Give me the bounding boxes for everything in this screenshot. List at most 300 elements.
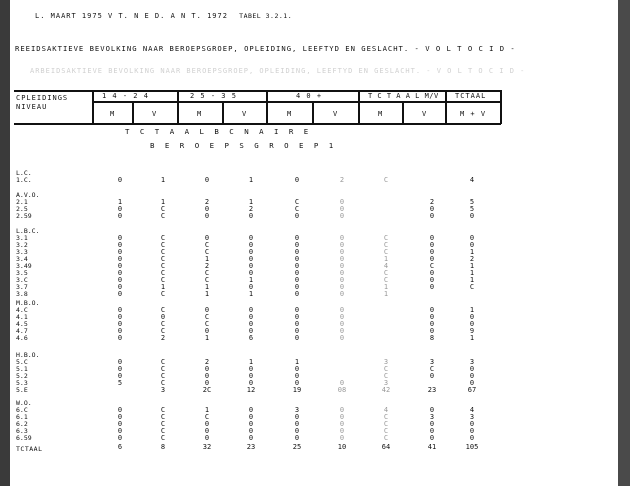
sex-label-5: M bbox=[287, 110, 293, 118]
table-cell: 0 bbox=[248, 306, 254, 314]
table-cell: 3 bbox=[294, 406, 300, 414]
header-divider-1 bbox=[177, 90, 179, 124]
table-cell-stack bbox=[110, 199, 130, 220]
table-cell-stack bbox=[422, 199, 442, 220]
table-cell: 0 bbox=[204, 234, 210, 242]
table-cell: C bbox=[160, 413, 166, 421]
table-cell-stack bbox=[422, 177, 442, 184]
table-cell: 0 bbox=[294, 320, 300, 328]
table-cell: 3 bbox=[383, 358, 389, 366]
sex-label-2: V bbox=[152, 110, 158, 118]
table-cell: 2 bbox=[339, 176, 345, 184]
table-cell: 1 bbox=[248, 198, 254, 206]
table-cell: 0 bbox=[294, 434, 300, 442]
table-cell: 0 bbox=[117, 255, 123, 263]
table-cell: C bbox=[160, 290, 166, 298]
table-cell-stack bbox=[197, 407, 217, 442]
table-cell: 0 bbox=[294, 313, 300, 321]
table-cell: 2 bbox=[469, 255, 475, 263]
table-cell: 0 bbox=[204, 427, 210, 435]
table-cell-stack bbox=[241, 235, 261, 298]
table-cell-stack bbox=[422, 407, 442, 442]
table-cell-stack bbox=[153, 177, 173, 184]
table-cell: 0 bbox=[117, 413, 123, 421]
table-cell-stack bbox=[241, 307, 261, 342]
table-cell: C bbox=[204, 248, 210, 256]
table-cell: 1 bbox=[204, 255, 210, 263]
table-cell: 0 bbox=[204, 327, 210, 335]
header-divider-6 bbox=[132, 101, 134, 123]
table-cell: C bbox=[160, 372, 166, 380]
table-cell-stack bbox=[332, 177, 352, 184]
table-cell-stack bbox=[422, 307, 442, 342]
table-cell-stack bbox=[287, 407, 307, 442]
education-level-line: 4.7 bbox=[16, 327, 28, 335]
table-cell: 0 bbox=[204, 205, 210, 213]
education-level-line: W.O. bbox=[16, 399, 32, 407]
table-cell: 0 bbox=[294, 427, 300, 435]
table-cell: 0 bbox=[248, 379, 254, 387]
education-level-line: 6.1 bbox=[16, 413, 28, 421]
table-cell: 0 bbox=[117, 241, 123, 249]
table-cell-stack bbox=[153, 307, 173, 342]
table-cell-stack bbox=[197, 199, 217, 220]
table-cell: 0 bbox=[429, 205, 435, 213]
table-cell: 0 bbox=[429, 276, 435, 284]
table-cell-stack bbox=[110, 307, 130, 342]
table-cell: C bbox=[383, 427, 389, 435]
table-cell: C bbox=[204, 320, 210, 328]
table-cell: 1 bbox=[160, 176, 166, 184]
table-cell: 0 bbox=[339, 198, 345, 206]
section-band-beroepsgroep: B E R O E P S G R O E P 1 bbox=[150, 141, 337, 150]
totaal-header: TCTAAL bbox=[455, 92, 487, 100]
education-level-line: 6.59 bbox=[16, 434, 32, 442]
table-cell: 1 bbox=[383, 255, 389, 263]
table-cell: 5 bbox=[469, 198, 475, 206]
education-level-line: 4.1 bbox=[16, 313, 28, 321]
table-cell: 0 bbox=[429, 406, 435, 414]
sex-label-4: V bbox=[242, 110, 248, 118]
table-cell: 8 bbox=[429, 334, 435, 342]
education-level-line: 5.3 bbox=[16, 379, 28, 387]
table-cell-stack bbox=[422, 359, 442, 394]
table-cell: 12 bbox=[246, 386, 256, 394]
table-cell-stack bbox=[376, 307, 396, 342]
table-cell-stack bbox=[332, 235, 352, 298]
table-cell: 0 bbox=[117, 205, 123, 213]
table-cell: 3 bbox=[429, 413, 435, 421]
table-cell: 0 bbox=[339, 406, 345, 414]
table-cell-stack bbox=[110, 177, 130, 184]
education-level-line: M.B.O. bbox=[16, 299, 40, 307]
sex-label-7: M bbox=[378, 110, 384, 118]
table-cell: 1 bbox=[204, 334, 210, 342]
education-level-label bbox=[16, 192, 39, 220]
table-cell: 0 bbox=[248, 434, 254, 442]
table-cell: 1 bbox=[160, 198, 166, 206]
header-divider-4 bbox=[445, 90, 447, 124]
total-cell: 41 bbox=[427, 443, 437, 451]
table-cell: 5 bbox=[469, 205, 475, 213]
education-level-label bbox=[16, 170, 32, 184]
table-cell: C bbox=[429, 365, 435, 373]
header-divider-3 bbox=[358, 90, 360, 124]
table-cell: 2 bbox=[204, 198, 210, 206]
table-cell-stack bbox=[376, 407, 396, 442]
table-cell: 0 bbox=[248, 427, 254, 435]
table-cell: 0 bbox=[117, 262, 123, 270]
table-cell: 0 bbox=[339, 262, 345, 270]
table-cell-stack bbox=[153, 407, 173, 442]
table-cell: C bbox=[160, 420, 166, 428]
table-cell: 23 bbox=[427, 386, 437, 394]
education-level-line: L.C. bbox=[16, 169, 32, 177]
table-cell: 0 bbox=[339, 320, 345, 328]
table-cell: 0 bbox=[117, 306, 123, 314]
table-cell: 1 bbox=[383, 283, 389, 291]
table-cell: 4 bbox=[383, 262, 389, 270]
table-cell-stack bbox=[241, 359, 261, 394]
table-cell: 0 bbox=[429, 313, 435, 321]
header-divider-7 bbox=[222, 101, 224, 123]
table-cell: C bbox=[383, 365, 389, 373]
total-cell: 10 bbox=[337, 443, 347, 451]
table-label: TABEL 3.2.1. bbox=[239, 12, 293, 20]
header-rule-mid bbox=[92, 101, 501, 103]
table-cell-stack bbox=[287, 177, 307, 184]
table-cell-stack bbox=[153, 235, 173, 298]
table-cell: 1 bbox=[204, 283, 210, 291]
table-cell: 1 bbox=[469, 269, 475, 277]
document-header bbox=[35, 12, 292, 20]
table-cell: 0 bbox=[248, 406, 254, 414]
table-cell: C bbox=[429, 262, 435, 270]
table-cell: 0 bbox=[294, 420, 300, 428]
table-cell: 1 bbox=[204, 290, 210, 298]
education-level-line: 1.C. bbox=[16, 176, 32, 184]
table-cell: 67 bbox=[467, 386, 477, 394]
table-cell-stack bbox=[110, 359, 130, 394]
education-level-label bbox=[16, 228, 39, 298]
table-cell: 0 bbox=[339, 241, 345, 249]
table-cell: 0 bbox=[248, 420, 254, 428]
scan-right-edge bbox=[618, 0, 630, 486]
table-cell: 2C bbox=[202, 386, 212, 394]
table-cell: 4 bbox=[469, 176, 475, 184]
table-cell: C bbox=[383, 176, 389, 184]
table-cell: 0 bbox=[339, 276, 345, 284]
table-cell: 0 bbox=[248, 255, 254, 263]
table-cell: C bbox=[383, 413, 389, 421]
total-cell: 23 bbox=[246, 443, 256, 451]
table-cell-stack bbox=[241, 177, 261, 184]
table-cell: 2 bbox=[248, 205, 254, 213]
education-level-line: 3.8 bbox=[16, 290, 28, 298]
table-cell: 1 bbox=[469, 276, 475, 284]
table-cell: 3 bbox=[160, 386, 166, 394]
table-cell: 0 bbox=[429, 327, 435, 335]
table-cell: 3 bbox=[469, 358, 475, 366]
table-cell: 0 bbox=[294, 372, 300, 380]
table-cell: 0 bbox=[204, 365, 210, 373]
table-cell: 1 bbox=[469, 306, 475, 314]
table-cell-stack bbox=[287, 307, 307, 342]
sex-label-8: V bbox=[422, 110, 428, 118]
table-cell: 0 bbox=[339, 234, 345, 242]
table-cell: C bbox=[160, 358, 166, 366]
table-cell-stack bbox=[197, 177, 217, 184]
table-cell: C bbox=[160, 306, 166, 314]
col-label-niveau: NIVEAU bbox=[16, 103, 48, 111]
table-cell: 0 bbox=[117, 212, 123, 220]
bleed-through-text: ARBEIDSAKTIEVE BEVOLKING NAAR BEROEPSGROEP, OPLEIDING, LEEFTYD EN GESLACHT. - V O L T O C I D - bbox=[30, 67, 526, 75]
table-cell: 0 bbox=[429, 255, 435, 263]
table-cell-stack bbox=[462, 407, 482, 442]
table-cell: 0 bbox=[248, 248, 254, 256]
table-cell-stack bbox=[332, 359, 352, 394]
table-cell: 0 bbox=[117, 234, 123, 242]
header-divider-9 bbox=[402, 101, 404, 123]
table-cell: 0 bbox=[117, 406, 123, 414]
table-cell-stack bbox=[462, 199, 482, 220]
table-cell: 0 bbox=[294, 327, 300, 335]
table-cell-stack bbox=[197, 235, 217, 298]
table-cell: C bbox=[383, 434, 389, 442]
table-cell-stack bbox=[462, 307, 482, 342]
table-cell: C bbox=[160, 327, 166, 335]
table-cell: 0 bbox=[117, 372, 123, 380]
table-cell: C bbox=[204, 276, 210, 284]
table-cell: C bbox=[160, 276, 166, 284]
education-level-line: 6.3 bbox=[16, 427, 28, 435]
table-cell: 0 bbox=[429, 283, 435, 291]
table-cell-stack bbox=[422, 235, 442, 298]
table-cell: 0 bbox=[429, 234, 435, 242]
table-cell: 0 bbox=[429, 427, 435, 435]
table-cell: 0 bbox=[248, 327, 254, 335]
table-cell: 0 bbox=[117, 334, 123, 342]
table-cell: 0 bbox=[294, 176, 300, 184]
education-level-line: L.B.C. bbox=[16, 227, 40, 235]
table-cell: 0 bbox=[294, 255, 300, 263]
total-cell: 32 bbox=[202, 443, 212, 451]
table-cell: 0 bbox=[429, 420, 435, 428]
table-cell: 0 bbox=[339, 413, 345, 421]
table-cell: 1 bbox=[248, 176, 254, 184]
education-level-line: 5.C bbox=[16, 358, 28, 366]
table-cell: 4 bbox=[469, 406, 475, 414]
table-cell-stack bbox=[287, 235, 307, 298]
education-level-label bbox=[16, 400, 32, 442]
table-cell: 0 bbox=[469, 241, 475, 249]
table-cell: C bbox=[160, 248, 166, 256]
table-cell: 0 bbox=[429, 372, 435, 380]
totaal-row-label: TCTAAL bbox=[16, 445, 43, 453]
table-cell: 0 bbox=[294, 212, 300, 220]
table-cell: 0 bbox=[248, 365, 254, 373]
education-level-line: 5.1 bbox=[16, 365, 28, 373]
table-cell: C bbox=[160, 234, 166, 242]
table-cell: 0 bbox=[469, 365, 475, 373]
table-cell: 0 bbox=[204, 306, 210, 314]
table-cell: C bbox=[160, 269, 166, 277]
table-cell: 3 bbox=[383, 379, 389, 387]
table-cell: 0 bbox=[248, 234, 254, 242]
table-cell: 0 bbox=[339, 327, 345, 335]
table-cell: 0 bbox=[248, 320, 254, 328]
table-cell: 1 bbox=[469, 248, 475, 256]
total-cell: 25 bbox=[292, 443, 302, 451]
table-cell: 0 bbox=[204, 372, 210, 380]
table-cell: C bbox=[160, 255, 166, 263]
table-cell-stack bbox=[376, 235, 396, 298]
table-cell: 0 bbox=[469, 234, 475, 242]
header-divider-8 bbox=[312, 101, 314, 123]
table-cell: 0 bbox=[248, 283, 254, 291]
table-cell: 0 bbox=[248, 269, 254, 277]
table-cell: 0 bbox=[294, 334, 300, 342]
table-cell: 2 bbox=[429, 198, 435, 206]
table-cell: 0 bbox=[204, 420, 210, 428]
table-cell: C bbox=[469, 283, 475, 291]
table-cell: 0 bbox=[117, 269, 123, 277]
table-cell: 0 bbox=[248, 241, 254, 249]
table-cell: 0 bbox=[294, 379, 300, 387]
table-cell: 0 bbox=[204, 434, 210, 442]
table-cell: 0 bbox=[117, 248, 123, 256]
table-cell: C bbox=[160, 406, 166, 414]
education-level-line: 2.1 bbox=[16, 198, 28, 206]
table-cell: 0 bbox=[429, 248, 435, 256]
table-cell-stack bbox=[332, 307, 352, 342]
table-cell: C bbox=[383, 234, 389, 242]
table-cell: 0 bbox=[117, 365, 123, 373]
table-cell: 1 bbox=[204, 406, 210, 414]
education-level-line: 3.7 bbox=[16, 283, 28, 291]
header-divider-2 bbox=[266, 90, 268, 124]
section-band-totaal: T C T A A L B C N A I R E bbox=[125, 127, 312, 136]
table-cell: 0 bbox=[339, 290, 345, 298]
table-cell: 0 bbox=[469, 320, 475, 328]
table-cell: 0 bbox=[294, 365, 300, 373]
table-cell-stack bbox=[153, 199, 173, 220]
table-cell: C bbox=[160, 212, 166, 220]
table-cell: 0 bbox=[429, 269, 435, 277]
table-cell: C bbox=[160, 320, 166, 328]
table-cell: 0 bbox=[469, 313, 475, 321]
table-cell: 42 bbox=[381, 386, 391, 394]
table-cell: 0 bbox=[469, 427, 475, 435]
table-cell: 0 bbox=[117, 176, 123, 184]
table-cell bbox=[462, 291, 482, 298]
table-cell: C bbox=[160, 427, 166, 435]
table-cell: 2 bbox=[160, 334, 166, 342]
table-cell: 0 bbox=[429, 320, 435, 328]
table-cell: C bbox=[204, 241, 210, 249]
age-group-1: 1 4 - 2 4 bbox=[102, 92, 149, 100]
table-cell: 1 bbox=[248, 358, 254, 366]
table-cell bbox=[422, 291, 442, 298]
table-cell: 0 bbox=[294, 306, 300, 314]
education-level-line: 5.E bbox=[16, 386, 28, 394]
table-cell: 1 bbox=[160, 283, 166, 291]
header-rule-bottom bbox=[14, 123, 501, 125]
table-cell: 0 bbox=[294, 248, 300, 256]
table-cell: 1 bbox=[248, 290, 254, 298]
table-cell: 0 bbox=[294, 269, 300, 277]
table-cell: 0 bbox=[339, 306, 345, 314]
education-level-line: A.V.O. bbox=[16, 191, 40, 199]
table-cell: C bbox=[383, 372, 389, 380]
table-cell: 0 bbox=[294, 241, 300, 249]
sex-label-9: M + V bbox=[460, 110, 487, 118]
education-level-label bbox=[16, 352, 39, 394]
table-cell-stack bbox=[153, 359, 173, 394]
header-divider-0 bbox=[92, 90, 94, 124]
table-cell: 0 bbox=[248, 313, 254, 321]
table-cell: C bbox=[383, 276, 389, 284]
table-cell: 0 bbox=[429, 434, 435, 442]
table-cell bbox=[422, 177, 442, 184]
table-cell: 0 bbox=[117, 358, 123, 366]
table-cell: 3 bbox=[469, 413, 475, 421]
table-cell: 1 bbox=[469, 334, 475, 342]
education-level-line: 6.2 bbox=[16, 420, 28, 428]
sex-label-1: M bbox=[110, 110, 116, 118]
table-cell-stack bbox=[287, 359, 307, 394]
table-cell: C bbox=[383, 248, 389, 256]
table-cell: 0 bbox=[117, 427, 123, 435]
table-cell bbox=[376, 335, 396, 342]
table-cell: 0 bbox=[204, 212, 210, 220]
table-cell: 0 bbox=[294, 262, 300, 270]
table-cell: 0 bbox=[117, 283, 123, 291]
table-cell: C bbox=[204, 413, 210, 421]
table-cell: 0 bbox=[294, 290, 300, 298]
table-cell: 0 bbox=[204, 379, 210, 387]
table-cell: 0 bbox=[248, 413, 254, 421]
table-cell: C bbox=[204, 313, 210, 321]
table-cell: 5 bbox=[117, 379, 123, 387]
table-cell: 0 bbox=[429, 306, 435, 314]
table-cell: 1 bbox=[294, 358, 300, 366]
table-cell: C bbox=[160, 434, 166, 442]
table-cell-stack bbox=[376, 199, 396, 220]
table-cell-stack bbox=[110, 407, 130, 442]
table-cell-stack bbox=[197, 307, 217, 342]
table-cell: 0 bbox=[117, 276, 123, 284]
table-cell: 3 bbox=[429, 358, 435, 366]
table-cell: 1 bbox=[469, 262, 475, 270]
table-cell: 0 bbox=[339, 379, 345, 387]
document-subtitle: REEIDSAKTIEVE BEVOLKING NAAR BEROEPSGROEP, OPLEIDING, LEEFTYD EN GESLACHT. - V O L T O C I D - bbox=[15, 44, 516, 53]
education-level-label bbox=[16, 300, 39, 342]
table-cell: C bbox=[383, 420, 389, 428]
table-cell-stack bbox=[332, 407, 352, 442]
table-cell: 0 bbox=[294, 283, 300, 291]
table-cell-stack bbox=[110, 235, 130, 298]
total-cell: 6 bbox=[117, 443, 123, 451]
table-cell: 0 bbox=[339, 420, 345, 428]
table-cell: 0 bbox=[339, 313, 345, 321]
age-group-2: 2 5 - 3 5 bbox=[190, 92, 237, 100]
table-cell: 0 bbox=[469, 212, 475, 220]
total-cell: 8 bbox=[160, 443, 166, 451]
table-cell: 0 bbox=[248, 262, 254, 270]
table-cell-stack bbox=[462, 177, 482, 184]
table-cell bbox=[376, 213, 396, 220]
